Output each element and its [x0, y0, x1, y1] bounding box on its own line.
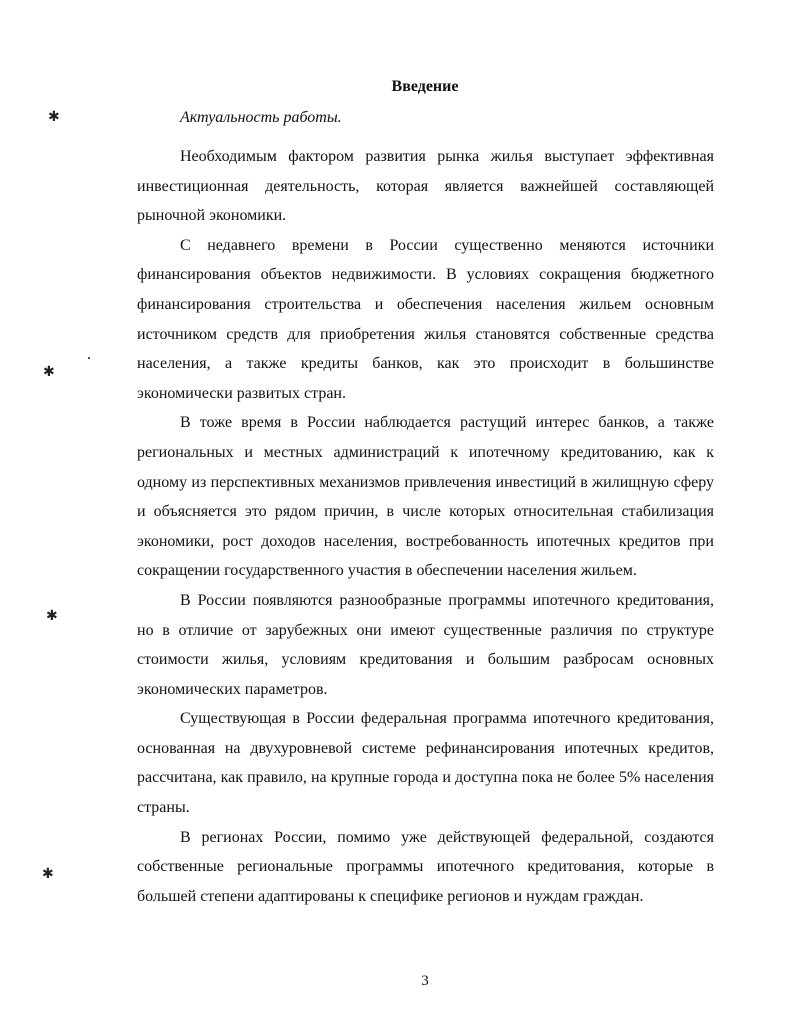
- scan-dot-icon: [88, 357, 90, 359]
- margin-mark-icon: ✱: [43, 364, 55, 380]
- page-title: Введение: [391, 78, 459, 95]
- paragraph-1: Необходимым фактором развития рынка жилья выступает эффективная инвестиционная деятельность, которая является важнейшей составляющей рыночной экономики.: [137, 148, 714, 225]
- section-subtitle: Актуальность работы.: [180, 109, 342, 126]
- paragraph-6: В регионах России, помимо уже действующей федеральной, создаются собственные региональные программы ипотечного кредитования, которые в большей степени адаптированы к специфике регионов и нуждам граждан.: [137, 828, 714, 905]
- paragraph-3: В тоже время в России наблюдается растущий интерес банков, а также региональных и местных администраций к ипотечному кредитованию, как к одному из перспективных механизмов привлечения инвестиций в жилищную сферу и объясняется это рядом причин, в числе которых относительная стабилизация экономики, рост доходов населения, востребованность ипотечных кредитов при сокращении государственного участия в обеспечении населения жильем.: [137, 414, 714, 580]
- body-text: [137, 142, 714, 911]
- page-number: 3: [421, 973, 429, 989]
- paragraph-4: В России появляются разнообразные программы ипотечного кредитования, но в отличие от зарубежных они имеют существенные различия по структуре стоимости жилья, условиям кредитования и большим разбросам основных экономических параметров.: [137, 591, 714, 698]
- margin-mark-icon: ✱: [42, 866, 54, 882]
- paragraph-5: Существующая в России федеральная программа ипотечного кредитования, основанная на двухуровневой системе рефинансирования ипотечных кредитов, рассчитана, как правило, на крупные города и доступна пока не более 5% населения страны.: [137, 710, 714, 817]
- paragraph-2: С недавнего времени в России существенно меняются источники финансирования объектов недвижимости. В условиях сокращения бюджетного финансирования строительства и обеспечения населения жильем основным источником средств для приобретения жилья становятся собственные средства населения, а также кредиты банков, как это происходит в большинстве экономически развитых стран.: [137, 236, 714, 402]
- margin-mark-icon: ✱: [46, 608, 58, 624]
- margin-mark-icon: ✱: [48, 109, 60, 125]
